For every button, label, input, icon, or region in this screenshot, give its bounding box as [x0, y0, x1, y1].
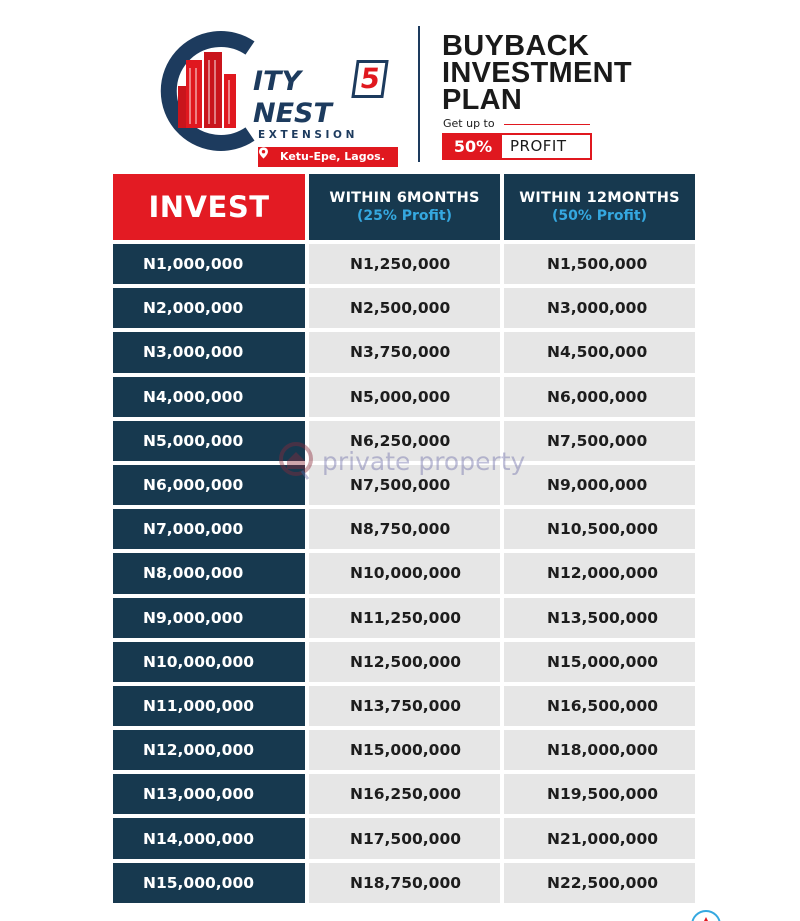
return-6months-cell: N13,750,000	[309, 686, 500, 726]
return-12months-cell: N16,500,000	[504, 686, 695, 726]
logo-extension: EXTENSION	[258, 129, 358, 141]
table-row	[113, 642, 695, 682]
invest-amount-cell: N11,000,000	[113, 686, 305, 726]
invest-amount-cell: N10,000,000	[113, 642, 305, 682]
return-6months-cell: N6,250,000	[309, 421, 500, 461]
header-12months	[504, 174, 695, 240]
invest-amount-cell: N8,000,000	[113, 553, 305, 593]
location-pin-icon	[258, 147, 269, 159]
invest-amount-cell: N9,000,000	[113, 598, 305, 638]
location-text: Ketu-Epe, Lagos.	[280, 150, 385, 163]
get-up-to-text: Get up to	[443, 117, 495, 130]
table-row	[113, 863, 695, 903]
return-12months-cell: N12,000,000	[504, 553, 695, 593]
return-6months-cell: N7,500,000	[309, 465, 500, 505]
header-divider	[418, 26, 420, 162]
return-6months-cell: N18,750,000	[309, 863, 500, 903]
corner-logo-icon	[688, 905, 728, 921]
logo-word-ity: ITY	[253, 66, 302, 97]
plan-title-line-2: INVESTMENT	[442, 57, 632, 89]
return-12months-cell: N4,500,000	[504, 332, 695, 372]
return-12months-cell: N3,000,000	[504, 288, 695, 328]
profit-percent: 50%	[444, 135, 502, 158]
plan-title-line-3: PLAN	[442, 84, 523, 116]
investment-table	[113, 174, 695, 907]
return-12months-cell: N22,500,000	[504, 863, 695, 903]
header-invest: INVEST	[113, 174, 305, 240]
header-6months-title: WITHIN 6MONTHS	[329, 190, 480, 206]
return-6months-cell: N10,000,000	[309, 553, 500, 593]
invest-amount-cell: N12,000,000	[113, 730, 305, 770]
table-body	[113, 244, 695, 903]
plan-title	[442, 30, 702, 116]
return-12months-cell: N7,500,000	[504, 421, 695, 461]
watermark	[276, 441, 525, 481]
return-6months-cell: N1,250,000	[309, 244, 500, 284]
return-12months-cell: N6,000,000	[504, 377, 695, 417]
table-row	[113, 598, 695, 638]
watermark-text: private property	[322, 446, 526, 476]
table-row	[113, 730, 695, 770]
get-up-to-rule	[504, 124, 590, 125]
return-6months-cell: N5,000,000	[309, 377, 500, 417]
invest-amount-cell: N5,000,000	[113, 421, 305, 461]
table-row	[113, 818, 695, 858]
table-row	[113, 686, 695, 726]
invest-amount-cell: N15,000,000	[113, 863, 305, 903]
table-row	[113, 553, 695, 593]
return-12months-cell: N15,000,000	[504, 642, 695, 682]
house-pin-icon	[276, 441, 316, 481]
return-12months-cell: N10,500,000	[504, 509, 695, 549]
table-row	[113, 288, 695, 328]
return-12months-cell: N13,500,000	[504, 598, 695, 638]
invest-amount-cell: N2,000,000	[113, 288, 305, 328]
header-12months-title: WITHIN 12MONTHS	[519, 190, 680, 206]
table-header	[113, 174, 695, 240]
profit-badge	[442, 133, 592, 160]
plan-title-line-1: BUYBACK	[442, 30, 590, 62]
city-nest-logo	[158, 30, 403, 163]
return-6months-cell: N15,000,000	[309, 730, 500, 770]
return-6months-cell: N2,500,000	[309, 288, 500, 328]
return-6months-cell: N11,250,000	[309, 598, 500, 638]
return-12months-cell: N19,500,000	[504, 774, 695, 814]
table-row	[113, 509, 695, 549]
location-badge	[258, 147, 398, 167]
invest-amount-cell: N13,000,000	[113, 774, 305, 814]
return-6months-cell: N16,250,000	[309, 774, 500, 814]
table-row	[113, 244, 695, 284]
invest-amount-cell: N14,000,000	[113, 818, 305, 858]
return-6months-cell: N3,750,000	[309, 332, 500, 372]
header-12months-profit: (50% Profit)	[551, 208, 648, 224]
return-12months-cell: N9,000,000	[504, 465, 695, 505]
invest-amount-cell: N4,000,000	[113, 377, 305, 417]
logo-word-nest: NEST	[253, 98, 332, 129]
table-row	[113, 774, 695, 814]
return-12months-cell: N18,000,000	[504, 730, 695, 770]
table-row	[113, 377, 695, 417]
header-6months	[309, 174, 500, 240]
return-12months-cell: N21,000,000	[504, 818, 695, 858]
invest-amount-cell: N6,000,000	[113, 465, 305, 505]
logo-number: 5	[351, 60, 388, 98]
invest-amount-cell: N3,000,000	[113, 332, 305, 372]
header-6months-profit: (25% Profit)	[356, 208, 453, 224]
invest-amount-cell: N7,000,000	[113, 509, 305, 549]
profit-word: PROFIT	[510, 137, 567, 155]
table-row	[113, 332, 695, 372]
return-6months-cell: N8,750,000	[309, 509, 500, 549]
return-6months-cell: N17,500,000	[309, 818, 500, 858]
return-12months-cell: N1,500,000	[504, 244, 695, 284]
invest-amount-cell: N1,000,000	[113, 244, 305, 284]
return-6months-cell: N12,500,000	[309, 642, 500, 682]
